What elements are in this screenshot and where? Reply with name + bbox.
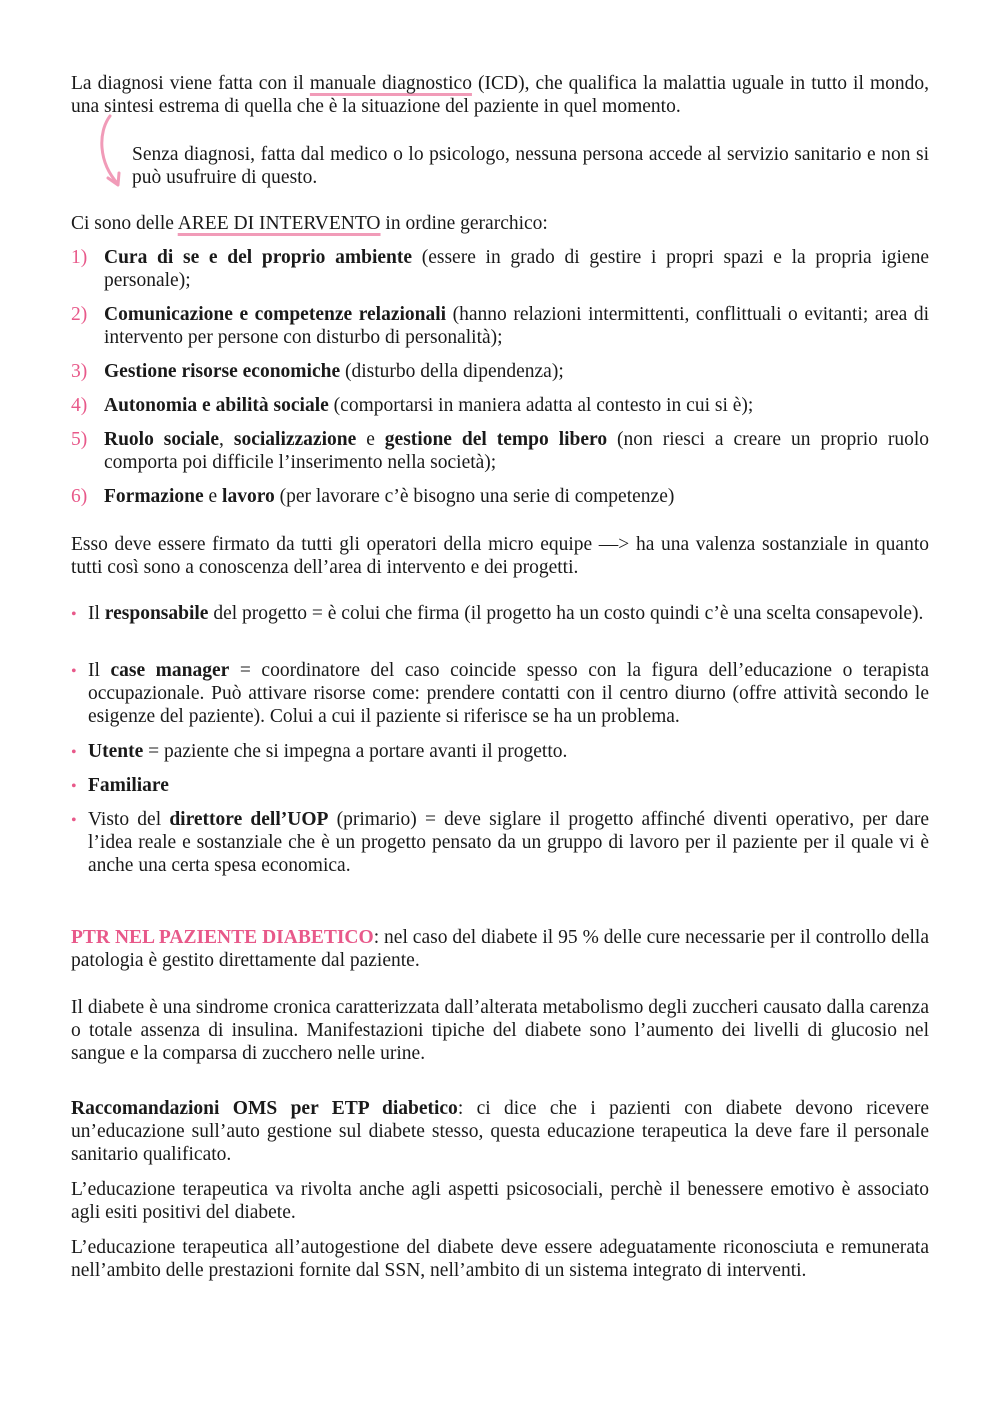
ssn-paragraph: L’educazione terapeutica all’autogestione del diabete deve essere adeguatamente riconosciuta e remunerata nell’ambito delle prestazioni fornite dal SSN, nell’ambito di un sistema integrato di interventi. <box>71 1237 929 1281</box>
icd-manual-highlight: manuale diagnostico <box>309 73 472 94</box>
areas-highlight: AREE DI INTERVENTO <box>177 213 381 234</box>
bullet-icon: • <box>71 606 77 623</box>
ptr-title: PTR NEL PAZIENTE DIABETICO <box>71 927 374 948</box>
oms-paragraph: Raccomandazioni OMS per ETP diabetico: ci dice che i pazienti con diabete devono ricevere un’educazione sull’auto gestione sul diabete stesso, questa educazione terapeutica la deve fare il personale sanitario qualificato. <box>71 1098 929 1165</box>
intro-paragraph: La diagnosi viene fatta con il manuale diagnostico (ICD), che qualifica la malattia uguale in tutto il mondo, una sintesi estrema di quella che è la situazione del paziente in quel momento. <box>71 73 930 117</box>
oms-title: Raccomandazioni OMS per ETP diabetico <box>71 1098 458 1119</box>
list-number: 4) <box>71 395 88 416</box>
areas-intro: Ci sono delle AREE DI INTERVENTO in ordine gerarchico: <box>71 213 548 234</box>
area-item: Gestione risorse economiche (disturbo della dipendenza); <box>104 361 564 382</box>
list-number: 6) <box>71 486 88 507</box>
list-number: 3) <box>71 361 88 382</box>
list-number: 2) <box>71 304 88 325</box>
area-item: Comunicazione e competenze relazionali (hanno relazioni intermittenti, conflittuali o evitanti; area di intervento per persone con disturbo di personalità); <box>104 304 929 348</box>
area-item: Autonomia e abilità sociale (comportarsi in maniera adatta al contesto in cui si è); <box>104 395 754 416</box>
ptr-paragraph: PTR NEL PAZIENTE DIABETICO: nel caso del diabete il 95 % delle cure necessarie per il controllo della patologia è gestito direttamente dal paziente. <box>71 927 929 971</box>
bullet-icon: • <box>71 812 77 829</box>
diagnosis-note: Senza diagnosi, fatta dal medico o lo psicologo, nessuna persona accede al servizio sanitario e non si può usufruire di questo. <box>132 144 929 188</box>
role-item: Utente = paziente che si impegna a portare avanti il progetto. <box>88 741 568 762</box>
role-item: Familiare <box>88 775 169 796</box>
role-item: Il case manager = coordinatore del caso coincide spesso con la figura dell’educazione o terapista occupazionale. Può attivare risorse come: prendere contatti con il centro diurno (offre attività secondo le esigenze del paziente). Colui a cui il paziente si riferisce se ha un problema. <box>88 660 929 727</box>
psychosocial-paragraph: L’educazione terapeutica va rivolta anche agli aspetti psicosociali, perchè il benessere emotivo è associato agli esiti positivi del diabete. <box>71 1179 929 1223</box>
list-number: 1) <box>71 247 88 268</box>
role-item: Visto del direttore dell’UOP (primario) = deve siglare il progetto affinché diventi operativo, per dare l’idea reale e sostanziale che è un progetto pensato da un gruppo di lavoro per il paziente per il quale vi è anche una certa spesa economica. <box>88 809 929 876</box>
signature-paragraph: Esso deve essere firmato da tutti gli operatori della micro equipe —> ha una valenza sostanziale in quanto tutti così sono a conoscenza dell’area di intervento e dei progetti. <box>71 534 929 578</box>
bullet-icon: • <box>71 778 77 795</box>
list-number: 5) <box>71 429 88 450</box>
role-item: Il responsabile del progetto = è colui che firma (il progetto ha un costo quindi c’è una scelta consapevole). <box>88 603 924 624</box>
area-item: Ruolo sociale, socializzazione e gestione del tempo libero (non riesci a creare un proprio ruolo comporta poi difficile l’inserimento nella società); <box>104 429 929 473</box>
diabetes-definition: Il diabete è una sindrome cronica caratterizzata dall’alterata metabolismo degli zuccheri causato dalla carenza o totale assenza di insulina. Manifestazioni tipiche del diabete sono l’aumento dei livelli di glucosio nel sangue e la comparsa di zucchero nelle urine. <box>71 997 929 1064</box>
bullet-icon: • <box>71 744 77 761</box>
area-item: Formazione e lavoro (per lavorare c’è bisogno una serie di competenze) <box>104 486 675 507</box>
bullet-icon: • <box>71 663 77 680</box>
curved-arrow-icon <box>96 112 126 192</box>
area-item: Cura di se e del proprio ambiente (essere in grado di gestire i propri spazi e la propria igiene personale); <box>104 247 929 291</box>
